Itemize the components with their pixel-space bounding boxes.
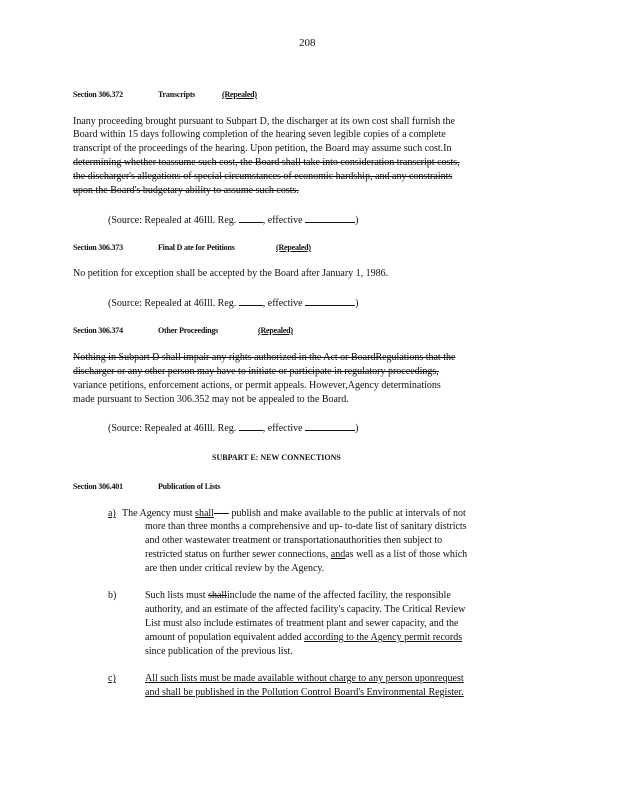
item-a-inserted-and: and — [330, 549, 346, 560]
section-374-line-2: discharger or any other person may have to initiate or participate in regulatory proceedings, — [73, 366, 439, 377]
source-end: ) — [355, 215, 359, 226]
section-372-source — [108, 213, 358, 226]
item-a-strike-gap — [214, 508, 229, 519]
item-a-line-3: and other wastewater treatment or transportationauthorities then subject to — [145, 535, 443, 546]
section-372-line-4: determining whether toassume such cost, the Board shall take into consideration transcript costs, — [73, 157, 460, 168]
item-a-text: as well as a list of those which — [345, 549, 468, 560]
section-status: (Repealed) — [276, 243, 311, 252]
section-title: Transcripts — [158, 90, 196, 99]
section-401-heading — [73, 482, 220, 491]
reg-blank — [239, 296, 263, 306]
section-374-line-4: made pursuant to Section 306.352 may not be appealed to the Board. — [73, 394, 349, 405]
item-a-text: publish and make available to the public at intervals of not — [231, 508, 466, 519]
item-a-label: a) — [108, 508, 116, 519]
reg-blank — [239, 421, 263, 431]
item-c-label: c) — [108, 673, 116, 684]
section-373-line: No petition for exception shall be accepted by the Board after January 1, 1986. — [73, 268, 389, 279]
item-b-text: Such lists must — [145, 590, 206, 601]
section-372-line-5: the discharger's allegations of special circumstances of economic hardship, and any constraints — [73, 171, 453, 182]
section-374-heading — [73, 326, 316, 335]
section-status: (Repealed) — [258, 326, 293, 335]
item-a-text: restricted status on further sewer connections, — [145, 549, 329, 560]
section-number: Section 306.372 — [73, 90, 123, 99]
item-a-text: The Agency must — [122, 508, 193, 519]
item-b-label: b) — [108, 590, 117, 601]
section-status: (Repealed) — [222, 90, 257, 99]
source-mid: , effective — [262, 423, 303, 434]
source-prefix: (Source: Repealed at 46Ill. Reg. — [108, 215, 237, 226]
section-number: Section 306.401 — [73, 482, 123, 491]
section-374-line-3: variance petitions, enforcement actions, or permit appeals. However,Agency determinations — [73, 380, 441, 391]
item-b-line-3: List must also include estimates of treatment plant and sewer capacity, and the — [145, 618, 459, 629]
section-373-heading — [73, 243, 334, 252]
source-mid: , effective — [262, 298, 303, 309]
source-end: ) — [355, 298, 359, 309]
source-mid: , effective — [262, 215, 303, 226]
item-b-line-5: since publication of the previous list. — [145, 646, 293, 657]
item-c-line-2: and shall be published in the Pollution Control Board's Environmental Register. — [145, 687, 464, 698]
source-prefix: (Source: Repealed at 46Ill. Reg. — [108, 423, 237, 434]
page-number: 208 — [299, 37, 316, 49]
section-372-line-2: Board within 15 days following completion of the hearing seven legible copies of a complete — [73, 129, 446, 140]
reg-blank — [239, 213, 263, 223]
source-prefix: (Source: Repealed at 46Ill. Reg. — [108, 298, 237, 309]
section-372-heading — [73, 90, 278, 99]
item-b-inserted-text: according to the Agency permit records — [304, 632, 463, 643]
source-end: ) — [355, 423, 359, 434]
section-number: Section 306.373 — [73, 243, 123, 252]
item-b-text: include the name of the affected facility, the responsible — [226, 590, 451, 601]
section-title: Publication of Lists — [158, 482, 221, 491]
subpart-e-heading: SUBPART E: NEW CONNECTIONS — [212, 453, 341, 462]
section-title: Other Proceedings — [158, 326, 219, 335]
item-c-line-1: All such lists must be made available without charge to any person uponrequest — [145, 673, 464, 684]
item-b-line-1 — [145, 590, 451, 602]
effective-blank — [305, 296, 355, 306]
item-a-line-5: are then under critical review by the Agency. — [145, 563, 325, 574]
item-a-line-2: more than three months a comprehensive and up- to-date list of sanitary districts — [145, 521, 467, 532]
item-a-inserted-shall: shall — [195, 508, 214, 519]
item-a-line-1 — [122, 508, 466, 520]
item-a-line-4 — [145, 549, 467, 561]
item-b-struck-shall: shall — [208, 590, 227, 601]
section-title: Final D ate for Petitions — [158, 243, 235, 252]
effective-blank — [305, 213, 355, 223]
effective-blank — [305, 421, 355, 431]
section-372-line-6: upon the Board's budgetary ability to assume such costs. — [73, 185, 299, 196]
item-b-text: amount of population equivalent added — [145, 632, 302, 643]
item-b-line-4 — [145, 632, 462, 644]
section-372-line-1: Inany proceeding brought pursuant to Subpart D, the discharger at its own cost shall furnish the — [73, 116, 455, 127]
section-373-source — [108, 296, 358, 309]
section-372-line-3: transcript of the proceedings of the hearing. Upon petition, the Board may assume such cost.In — [73, 143, 452, 154]
section-374-source — [108, 421, 358, 434]
section-374-line-1: Nothing in Subpart D shall impair any rights authorized in the Act or BoardRegulations that the — [73, 352, 456, 363]
section-number: Section 306.374 — [73, 326, 123, 335]
item-b-line-2: authority, and an estimate of the affected facility's capacity. The Critical Review — [145, 604, 466, 615]
